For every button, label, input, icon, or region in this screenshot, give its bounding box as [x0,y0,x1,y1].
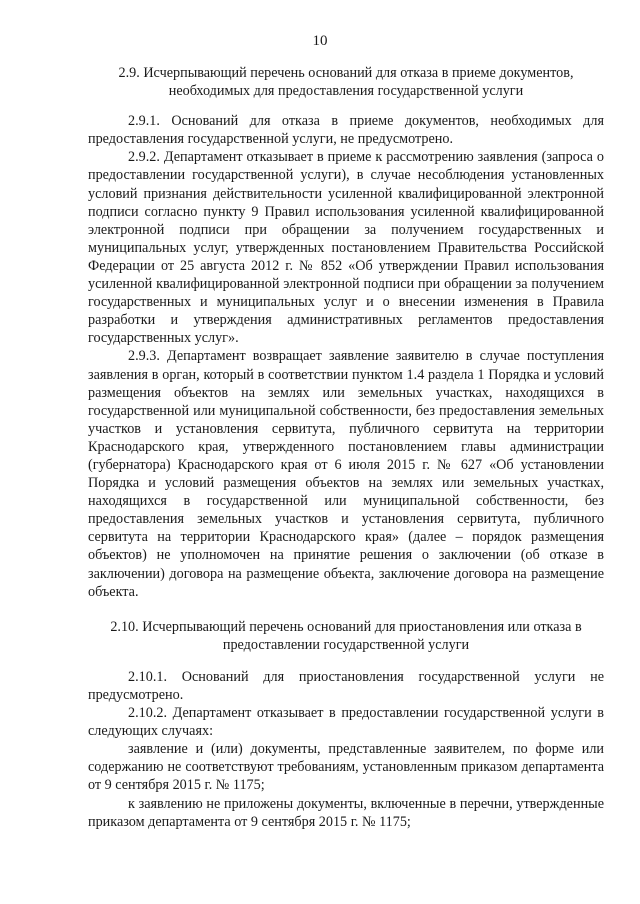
paragraph-2-9-2: 2.9.2. Департамент отказывает в приеме к рассмотрению заявления (запроса о предоставлении государственной услуги), в случае несоблюдения установленных условий признания действительности усиленной квалифицированной электронной подписи согласно пункту 9 Правил использования усиленной квалифицированной электронной подписи при обращении за получением государственных и муниципальных услуг, утвержденных постановлением Правительства Российской Федерации от 25 августа 2012 г. № 852 «Об утверждении Правил использования усиленной квалифицированной электронной подписи при обращении за получением государственных и муниципальных услуг и о внесении изменения в Правила разработки и утверждения административных регламентов предоставления государственных услуг». [88,149,604,347]
paragraph-2-9-3: 2.9.3. Департамент возвращает заявление заявителю в случае поступления заявления в орган, который в соответствии пунктом 1.4 раздела 1 Порядка и условий размещения объектов на землях или земельных участках, находящихся в государственной или муниципальной собственности, без предоставления земельных участков и установления сервитута, публичного сервитута на территории Краснодарского края, утвержденного постановлением главы администрации (губернатора) Краснодарского края от 6 июля 2015 г. № 627 «Об установлении Порядка и условий размещения объектов на землях или земельных участках, находящихся в государственной или муниципальной собственности, без предоставления земельных участков и установления сервитута, публичного сервитута на территории Краснодарского края» (далее – порядок размещения объектов) не уполномочен на принятие решения о заключении (об отказе в заключении) договора на размещение объекта, заключение договора на размещение объекта. [88,348,604,600]
paragraph-2-10-2: 2.10.2. Департамент отказывает в предоставлении государственной услуги в следующих случаях: [88,705,604,740]
section-2-9-heading: 2.9. Исчерпывающий перечень оснований для отказа в приеме документов, необходимых для предоставления государственной услуги [118,65,574,100]
paragraph-2-9-1: 2.9.1. Оснований для отказа в приеме документов, необходимых для предоставления государственной услуги, не предусмотрено. [88,113,604,148]
list-item-missing-documents: к заявлению не приложены документы, включенные в перечни, утвержденные приказом департамента от 9 сентября 2015 г. № 1175; [88,795,604,830]
document-body [88,64,604,831]
list-item-form-mismatch: заявление и (или) документы, представленные заявителем, по форме или содержанию не соответствуют требованиям, установленным приказом департамента от 9 сентября 2015 г. № 1175; [88,741,604,794]
section-2-10-heading: 2.10. Исчерпывающий перечень оснований для приостановления или отказа в предоставлении государственной услуги [110,618,582,653]
page-number: 10 [312,33,328,49]
paragraph-2-10-1: 2.10.1. Оснований для приостановления государственной услуги не предусмотрено. [88,668,604,703]
